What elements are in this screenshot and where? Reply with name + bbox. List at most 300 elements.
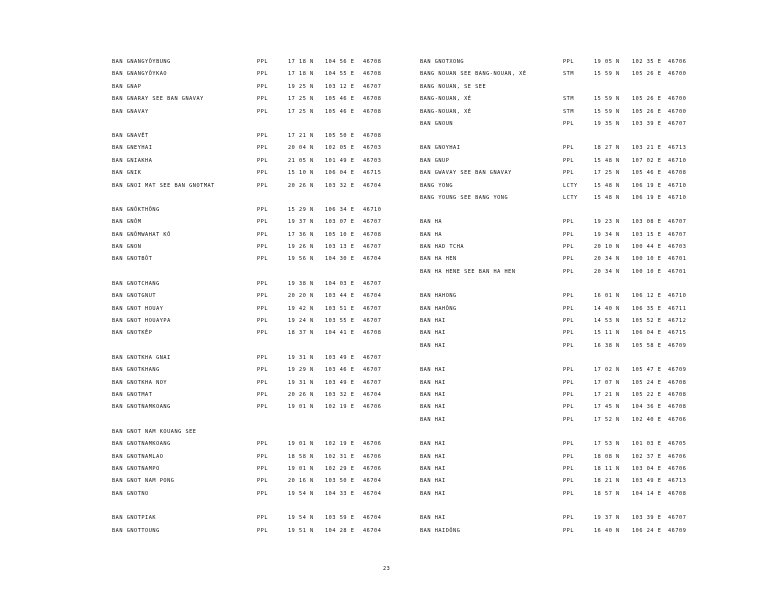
entry-name: BAN GNÔM [112, 219, 142, 226]
entry-sheet: 46706 [668, 416, 687, 423]
entry-longitude: 102 29 E [325, 465, 355, 472]
entry-name: BAN HAI [420, 391, 446, 398]
entry-type: PPL [563, 305, 575, 312]
entry-name: BAN HAD TCHA [420, 244, 465, 251]
entry-name: BAN HAI [420, 490, 446, 497]
entry-latitude: 19 23 N [594, 219, 620, 226]
entry-longitude: 103 46 E [325, 367, 355, 374]
entry-latitude: 14 53 N [594, 318, 620, 325]
entry-name: BANG NOUAN SEE BANG-NOUAN, XÉ [420, 71, 527, 78]
entry-name: BAN GNOTNAMLAO [112, 453, 164, 460]
entry-longitude: 103 12 E [325, 83, 355, 90]
entry-sheet: 46703 [363, 157, 382, 164]
entry-longitude: 106 19 E [632, 194, 662, 201]
entry-latitude: 17 07 N [594, 379, 620, 386]
entry-type: PPL [257, 231, 269, 238]
entry-name: BAN GNOYHAI [420, 145, 461, 152]
entry-type: PPL [257, 330, 269, 337]
entry-sheet: 46708 [668, 490, 687, 497]
entry-type: PPL [563, 527, 575, 534]
entry-sheet: 46700 [668, 96, 687, 103]
entry-type: PPL [257, 96, 269, 103]
entry-name: BAN GNOI MAT SEE BAN GNOTMAT [112, 182, 215, 189]
entry-name: BAN HAI [420, 465, 446, 472]
entry-name: BAN GNOT HOUAYPA [112, 318, 171, 325]
entry-longitude: 103 13 E [325, 244, 355, 251]
entry-sheet: 46704 [363, 490, 382, 497]
entry-latitude: 17 45 N [594, 404, 620, 411]
entry-name: BANG YOUNG SEE BANG YONG [420, 194, 509, 201]
entry-longitude: 103 08 E [632, 219, 662, 226]
entry-latitude: 19 56 N [288, 256, 314, 263]
entry-sheet: 46710 [668, 293, 687, 300]
entry-latitude: 18 58 N [288, 453, 314, 460]
entry-latitude: 17 25 N [288, 108, 314, 115]
entry-type: PPL [257, 182, 269, 189]
entry-type: LCTY [563, 182, 578, 189]
entry-name: BAN GNOT NAM PONG [112, 478, 175, 485]
entry-sheet: 46706 [363, 465, 382, 472]
entry-type: PPL [257, 132, 269, 139]
entry-name: BAN GNANGYÔYBUNG [112, 59, 171, 65]
entry-longitude: 105 52 E [632, 318, 662, 325]
entry-latitude: 17 18 N [288, 59, 314, 65]
entry-latitude: 20 34 N [594, 256, 620, 263]
entry-longitude: 100 10 E [632, 256, 662, 263]
entry-name: BAN GNIK [112, 170, 142, 177]
entry-longitude: 105 46 E [632, 170, 662, 177]
entry-sheet: 46708 [363, 71, 382, 78]
entry-sheet: 46700 [668, 71, 687, 78]
entry-name: BAN HAHONG [420, 293, 457, 300]
entry-longitude: 105 26 E [632, 71, 662, 78]
entry-latitude: 20 26 N [288, 182, 314, 189]
entry-latitude: 19 25 N [288, 83, 314, 90]
entry-sheet: 46707 [363, 318, 382, 325]
entry-latitude: 17 36 N [288, 231, 314, 238]
entry-longitude: 103 04 E [632, 465, 662, 472]
entry-sheet: 46710 [668, 194, 687, 201]
entry-type: PPL [257, 108, 269, 115]
entry-latitude: 20 10 N [594, 244, 620, 251]
entry-name: BAN HAI [420, 441, 446, 448]
entry-type: PPL [563, 170, 575, 177]
entry-latitude: 17 53 N [594, 441, 620, 448]
entry-sheet: 46704 [363, 478, 382, 485]
entry-longitude: 101 03 E [632, 441, 662, 448]
entry-sheet: 46710 [363, 206, 382, 213]
entry-type: PPL [257, 391, 269, 398]
entry-longitude: 104 56 E [325, 59, 355, 65]
entry-latitude: 19 01 N [288, 441, 314, 448]
entry-sheet: 46709 [668, 367, 687, 374]
entry-sheet: 46707 [363, 367, 382, 374]
entry-longitude: 103 50 E [325, 478, 355, 485]
entry-type: PPL [563, 157, 575, 164]
entry-latitude: 16 38 N [594, 342, 620, 349]
entry-latitude: 18 11 N [594, 465, 620, 472]
entry-type: PPL [257, 515, 269, 522]
entry-name: BAN HAI [420, 379, 446, 386]
entry-sheet: 46708 [363, 108, 382, 115]
entry-latitude: 19 01 N [288, 465, 314, 472]
entry-name: BAN GNIAKHA [112, 157, 153, 164]
entry-longitude: 104 14 E [632, 490, 662, 497]
entry-name: BAN GNOTNAMKOANG [112, 404, 171, 411]
entry-latitude: 17 02 N [594, 367, 620, 374]
page-number: 23 [383, 566, 391, 572]
entry-type: STM [563, 96, 575, 103]
entry-sheet: 46709 [668, 527, 687, 534]
entry-latitude: 19 29 N [288, 367, 314, 374]
entry-longitude: 105 47 E [632, 367, 662, 374]
entry-sheet: 46704 [363, 293, 382, 300]
entry-latitude: 18 37 N [288, 330, 314, 337]
entry-longitude: 105 46 E [325, 108, 355, 115]
entry-longitude: 102 37 E [632, 453, 662, 460]
entry-name: BAN GNOT HOUAY [112, 305, 164, 312]
entry-name: BAN GNANGYÔYKAO [112, 71, 168, 78]
entry-longitude: 103 39 E [632, 120, 662, 127]
entry-type: PPL [257, 305, 269, 312]
entry-sheet: 46700 [668, 108, 687, 115]
entry-latitude: 19 26 N [288, 244, 314, 251]
entry-name: BAN HA [420, 219, 443, 226]
entry-name: BAN GNÔKTHÔNG [112, 206, 160, 213]
entry-longitude: 105 22 E [632, 391, 662, 398]
entry-sheet: 46710 [668, 182, 687, 189]
entry-sheet: 46707 [668, 120, 687, 127]
entry-type: PPL [257, 83, 269, 90]
entry-name: BANG NOUAN, SE SEE [420, 83, 487, 90]
entry-latitude: 20 34 N [594, 268, 620, 275]
entry-longitude: 105 26 E [632, 108, 662, 115]
entry-name: BAN HAIDÔNG [420, 527, 461, 534]
entry-type: PPL [257, 244, 269, 251]
entry-name: BANG-NOUAN, XÉ [420, 108, 472, 115]
entry-sheet: 46712 [668, 318, 687, 325]
entry-sheet: 46706 [363, 441, 382, 448]
entry-sheet: 46713 [668, 478, 687, 485]
entry-type: PPL [563, 379, 575, 386]
entry-type: PPL [257, 71, 269, 78]
entry-sheet: 46707 [363, 354, 382, 361]
entry-sheet: 46707 [363, 379, 382, 386]
entry-longitude: 106 12 E [632, 293, 662, 300]
entry-name: BAN GWAVAY SEE BAN GNAVAY [420, 170, 512, 177]
entry-name: BANG-NOUAN, XÉ [420, 96, 472, 103]
entry-latitude: 16 01 N [594, 293, 620, 300]
entry-longitude: 102 19 E [325, 441, 355, 448]
entry-longitude: 103 49 E [325, 379, 355, 386]
entry-name: BAN HAI [420, 367, 446, 374]
entry-latitude: 18 27 N [594, 145, 620, 152]
entry-sheet: 46710 [668, 157, 687, 164]
entry-sheet: 46706 [668, 465, 687, 472]
entry-name: BAN GNAP [112, 83, 142, 90]
entry-type: PPL [257, 367, 269, 374]
entry-type: PPL [257, 145, 269, 152]
entry-type: PPL [257, 157, 269, 164]
entry-sheet: 46701 [668, 256, 687, 263]
entry-latitude: 19 42 N [288, 305, 314, 312]
entry-longitude: 105 50 E [325, 132, 355, 139]
entry-name: BAN HA HENE SEE BAN HA HEN [420, 268, 516, 275]
entry-latitude: 20 20 N [288, 293, 314, 300]
entry-longitude: 103 49 E [325, 354, 355, 361]
entry-type: PPL [563, 441, 575, 448]
entry-type: PPL [257, 490, 269, 497]
entry-longitude: 103 49 E [632, 478, 662, 485]
entry-sheet: 46708 [668, 391, 687, 398]
entry-sheet: 46703 [668, 244, 687, 251]
entry-type: PPL [257, 478, 269, 485]
entry-name: BAN GNOTKHA NOY [112, 379, 168, 386]
entry-name: BAN GNOTXONG [420, 59, 465, 65]
entry-sheet: 46707 [668, 219, 687, 226]
entry-type: PPL [257, 170, 269, 177]
entry-latitude: 15 59 N [594, 96, 620, 103]
entry-type: PPL [257, 379, 269, 386]
entry-latitude: 18 08 N [594, 453, 620, 460]
entry-type: PPL [563, 391, 575, 398]
entry-sheet: 46707 [363, 219, 382, 226]
entry-type: PPL [257, 206, 269, 213]
entry-name: BAN GNOUN [420, 120, 454, 127]
entry-longitude: 102 40 E [632, 416, 662, 423]
entry-sheet: 46706 [363, 453, 382, 460]
entry-name: BAN HAI [420, 416, 446, 423]
entry-latitude: 17 52 N [594, 416, 620, 423]
entry-type: PPL [257, 280, 269, 287]
entry-type: PPL [257, 465, 269, 472]
entry-sheet: 46715 [668, 330, 687, 337]
entry-longitude: 103 39 E [632, 515, 662, 522]
entry-latitude: 17 21 N [594, 391, 620, 398]
entry-longitude: 102 05 E [325, 145, 355, 152]
entry-type: PPL [257, 59, 269, 65]
entry-type: PPL [257, 404, 269, 411]
entry-name: BAN GNARAY SEE BAN GNAVAY [112, 96, 204, 103]
entry-sheet: 46706 [363, 404, 382, 411]
entry-name: BAN GNOTTOUNG [112, 527, 160, 534]
entry-sheet: 46707 [363, 280, 382, 287]
entry-latitude: 14 40 N [594, 305, 620, 312]
entry-sheet: 46708 [363, 330, 382, 337]
entry-name: BAN GNOTNO [112, 490, 149, 497]
entry-sheet: 46707 [363, 305, 382, 312]
entry-name: BAN GNOTKÊP [112, 330, 153, 337]
entry-type: PPL [257, 318, 269, 325]
entry-sheet: 46704 [363, 391, 382, 398]
entry-type: PPL [563, 453, 575, 460]
entry-sheet: 46706 [668, 453, 687, 460]
entry-sheet: 46708 [363, 59, 382, 65]
entry-type: PPL [563, 293, 575, 300]
entry-type: PPL [563, 244, 575, 251]
entry-longitude: 106 35 E [632, 305, 662, 312]
entry-type: PPL [257, 441, 269, 448]
entry-longitude: 105 58 E [632, 342, 662, 349]
entry-latitude: 19 31 N [288, 354, 314, 361]
entry-longitude: 103 51 E [325, 305, 355, 312]
entry-type: PPL [563, 490, 575, 497]
entry-longitude: 107 02 E [632, 157, 662, 164]
entry-longitude: 103 07 E [325, 219, 355, 226]
entry-type: PPL [563, 268, 575, 275]
entry-type: PPL [257, 527, 269, 534]
entry-name: BAN GNOTGNUT [112, 293, 157, 300]
entry-longitude: 106 04 E [632, 330, 662, 337]
entry-name: BAN GNOTNAMKOANG [112, 441, 171, 448]
entry-type: PPL [563, 256, 575, 263]
entry-latitude: 19 37 N [594, 515, 620, 522]
entry-type: PPL [257, 293, 269, 300]
entry-latitude: 19 38 N [288, 280, 314, 287]
entry-type: PPL [563, 219, 575, 226]
entry-sheet: 46705 [668, 441, 687, 448]
entry-latitude: 19 05 N [594, 59, 620, 65]
entry-type: PPL [563, 145, 575, 152]
entry-sheet: 46704 [363, 182, 382, 189]
entry-name: BAN HA HEN [420, 256, 457, 263]
entry-latitude: 20 26 N [288, 391, 314, 398]
entry-name: BAN HAI [420, 515, 446, 522]
entry-sheet: 46704 [363, 515, 382, 522]
entry-latitude: 16 40 N [594, 527, 620, 534]
entry-sheet: 46707 [668, 231, 687, 238]
entry-name: BAN HAI [420, 453, 446, 460]
entry-type: STM [563, 108, 575, 115]
entry-latitude: 20 16 N [288, 478, 314, 485]
entry-type: PPL [257, 256, 269, 263]
entry-sheet: 46701 [668, 268, 687, 275]
entry-longitude: 106 34 E [325, 206, 355, 213]
entry-type: PPL [257, 354, 269, 361]
entry-name: BAN GNOTBÔT [112, 256, 153, 263]
entry-latitude: 17 25 N [288, 96, 314, 103]
entry-latitude: 18 21 N [594, 478, 620, 485]
entry-latitude: 20 04 N [288, 145, 314, 152]
entry-name: BAN HAI [420, 342, 446, 349]
entry-sheet: 46708 [668, 170, 687, 177]
entry-longitude: 105 46 E [325, 96, 355, 103]
entry-latitude: 19 31 N [288, 379, 314, 386]
entry-latitude: 15 48 N [594, 157, 620, 164]
entry-type: PPL [563, 367, 575, 374]
entry-name: BAN HAI [420, 478, 446, 485]
entry-latitude: 17 18 N [288, 71, 314, 78]
entry-longitude: 106 04 E [325, 170, 355, 177]
entry-sheet: 46708 [668, 379, 687, 386]
entry-latitude: 15 59 N [594, 108, 620, 115]
entry-type: PPL [563, 515, 575, 522]
entry-longitude: 103 21 E [632, 145, 662, 152]
entry-type: PPL [563, 59, 575, 65]
entry-latitude: 17 25 N [594, 170, 620, 177]
entry-longitude: 101 49 E [325, 157, 355, 164]
entry-longitude: 102 31 E [325, 453, 355, 460]
entry-name: BAN GNAVAY [112, 108, 149, 115]
entry-sheet: 46715 [363, 170, 382, 177]
entry-type: PPL [563, 342, 575, 349]
entry-longitude: 104 36 E [632, 404, 662, 411]
entry-sheet: 46707 [363, 244, 382, 251]
entry-type: LCTY [563, 194, 578, 201]
entry-latitude: 19 37 N [288, 219, 314, 226]
entry-longitude: 105 26 E [632, 96, 662, 103]
entry-name: BAN HAI [420, 404, 446, 411]
entry-longitude: 103 15 E [632, 231, 662, 238]
entry-name: BAN GNOT NAM KOUANG SEE [112, 428, 197, 435]
entry-longitude: 105 24 E [632, 379, 662, 386]
entry-latitude: 15 59 N [594, 71, 620, 78]
entry-longitude: 100 10 E [632, 268, 662, 275]
entry-name: BAN GNEYHAI [112, 145, 153, 152]
entry-name: BAN GNUP [420, 157, 450, 164]
entry-name: BAN GNOTNAMPO [112, 465, 160, 472]
entry-sheet: 46706 [668, 59, 687, 65]
entry-name: BAN GNOTPIAK [112, 515, 157, 522]
entry-name: BAN GNAVÊT [112, 132, 149, 139]
entry-latitude: 15 29 N [288, 206, 314, 213]
entry-longitude: 104 55 E [325, 71, 355, 78]
entry-name: BAN GNOTMAT [112, 391, 153, 398]
entry-sheet: 46708 [363, 231, 382, 238]
entry-name: BAN GNOTCHANG [112, 280, 160, 287]
entry-type: PPL [563, 318, 575, 325]
entry-latitude: 18 57 N [594, 490, 620, 497]
entry-sheet: 46708 [363, 132, 382, 139]
entry-name: BAN GNOTKHANG [112, 367, 160, 374]
entry-type: PPL [257, 219, 269, 226]
entry-name: BAN HA [420, 231, 443, 238]
entry-latitude: 15 48 N [594, 182, 620, 189]
entry-sheet: 46704 [363, 527, 382, 534]
entry-type: PPL [563, 416, 575, 423]
entry-type: PPL [563, 465, 575, 472]
entry-latitude: 19 01 N [288, 404, 314, 411]
entry-name: BAN HAI [420, 330, 446, 337]
entry-latitude: 15 10 N [288, 170, 314, 177]
entry-name: BAN GNOTKHA GNAI [112, 354, 171, 361]
entry-latitude: 19 51 N [288, 527, 314, 534]
entry-longitude: 103 55 E [325, 318, 355, 325]
entry-latitude: 19 24 N [288, 318, 314, 325]
entry-longitude: 103 59 E [325, 515, 355, 522]
entry-longitude: 104 03 E [325, 280, 355, 287]
entry-type: PPL [257, 453, 269, 460]
entry-longitude: 103 44 E [325, 293, 355, 300]
entry-longitude: 100 44 E [632, 244, 662, 251]
entry-latitude: 19 54 N [288, 515, 314, 522]
entry-longitude: 103 32 E [325, 182, 355, 189]
entry-sheet: 46707 [668, 515, 687, 522]
entry-latitude: 19 35 N [594, 120, 620, 127]
entry-type: PPL [563, 330, 575, 337]
entry-name: BAN HAHÔNG [420, 305, 457, 312]
entry-latitude: 15 11 N [594, 330, 620, 337]
entry-latitude: 19 54 N [288, 490, 314, 497]
entry-type: STM [563, 71, 575, 78]
entry-sheet: 46709 [668, 342, 687, 349]
entry-name: BANG YONG [420, 182, 454, 189]
entry-name: BAN GNÔMWAHAT KÔ [112, 231, 171, 238]
entry-longitude: 102 19 E [325, 404, 355, 411]
entry-longitude: 106 24 E [632, 527, 662, 534]
entry-latitude: 19 34 N [594, 231, 620, 238]
entry-longitude: 104 41 E [325, 330, 355, 337]
